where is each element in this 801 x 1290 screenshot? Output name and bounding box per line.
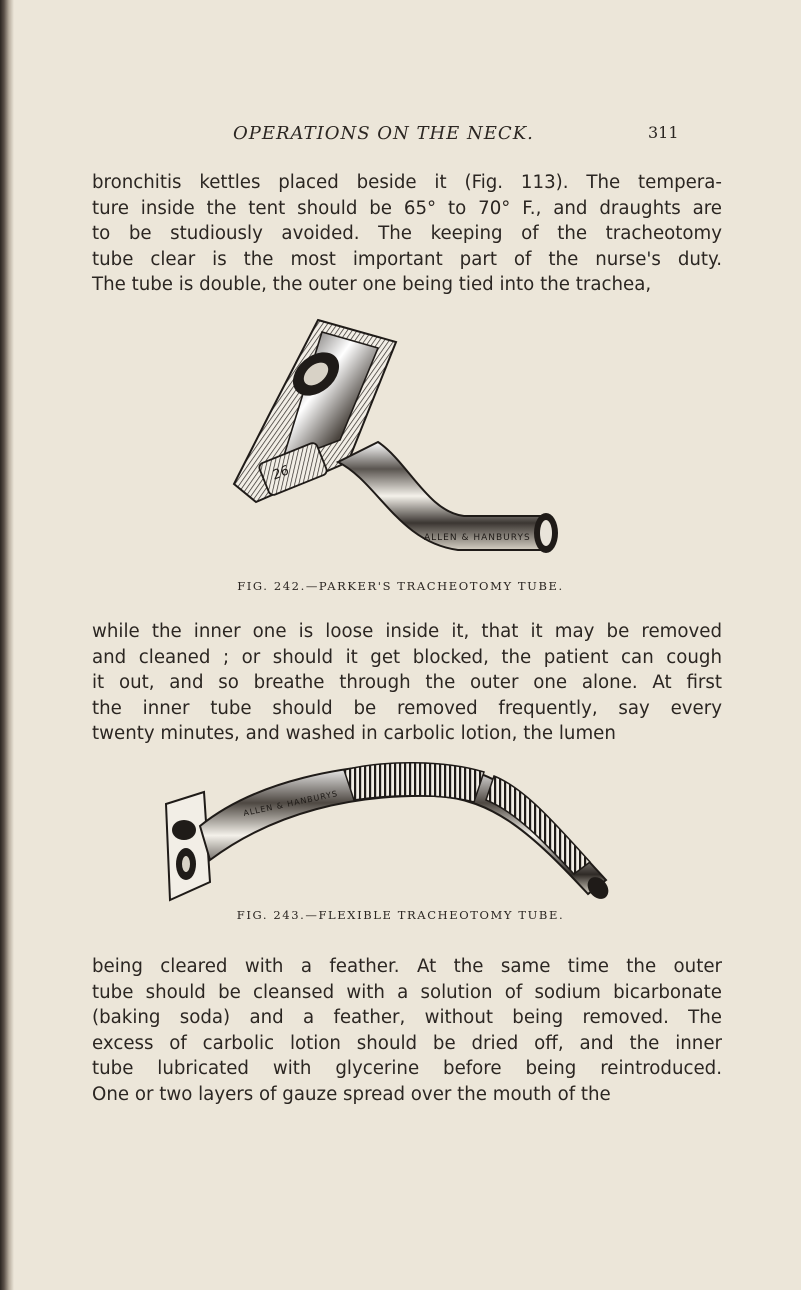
- text-line: tube lubricated with glycerine before being reintroduced.: [92, 1058, 722, 1080]
- text-line: while the inner one is loose inside it, that it may be removed: [92, 621, 722, 642]
- plate-number: 26: [270, 463, 292, 484]
- paragraph-1: [92, 170, 722, 298]
- paragraph-3: [92, 954, 722, 1108]
- text-line: excess of carbolic lotion should be dried off, and the inner: [92, 1032, 722, 1054]
- tube-body: [338, 442, 558, 553]
- text-line: ture inside the tent should be 65° to 70° F., and draughts are: [92, 197, 722, 219]
- figure-243-caption: FIG. 243.—FLEXIBLE TRACHEOTOMY TUBE.: [236, 908, 565, 922]
- figure-242-caption: FIG. 242.—PARKER'S TRACHEOTOMY TUBE.: [237, 579, 564, 593]
- text-line: (baking soda) and a feather, without being removed. The: [92, 1007, 722, 1029]
- text-line: tube should be cleansed with a solution of sodium bicarbonate: [92, 981, 722, 1003]
- page-number: 311: [648, 123, 679, 142]
- engraved-maker-text: ALLEN & HANBURYS: [424, 533, 531, 543]
- flexible-ribbed-segment-lower: [486, 776, 590, 874]
- text-line: and cleaned ; or should it get blocked, the patient can cough: [92, 646, 722, 668]
- running-title: OPERATIONS ON THE NECK.: [233, 123, 534, 144]
- figure-parkers-tracheotomy-tube: [228, 312, 568, 574]
- text-line: it out, and so breathe through the outer one alone. At first: [92, 672, 722, 694]
- text-line: The tube is double, the outer one being tied into the trachea,: [92, 274, 652, 296]
- text-line: to be studiously avoided. The keeping of the tracheotomy: [92, 223, 722, 245]
- text-line: tube clear is the most important part of the nurse's duty.: [92, 248, 722, 270]
- flexible-ribbed-segment: [344, 763, 484, 802]
- figure-flexible-tracheotomy-tube: [144, 752, 614, 902]
- text-line: twenty minutes, and washed in carbolic lotion, the lumen: [92, 723, 616, 745]
- text-line: bronchitis kettles placed beside it (Fig. 113). The tempera-: [92, 172, 722, 193]
- neck-flange: [166, 792, 210, 900]
- text-line: being cleared with a feather. At the same time the outer: [92, 956, 722, 977]
- page-binding-edge: [0, 0, 14, 1290]
- paragraph-2: [92, 619, 722, 747]
- text-line: One or two layers of gauze spread over the mouth of the: [92, 1083, 611, 1105]
- engraved-maker-text: ALLEN & HANBURYS: [242, 789, 339, 818]
- text-line: the inner tube should be removed frequently, say every: [92, 697, 722, 719]
